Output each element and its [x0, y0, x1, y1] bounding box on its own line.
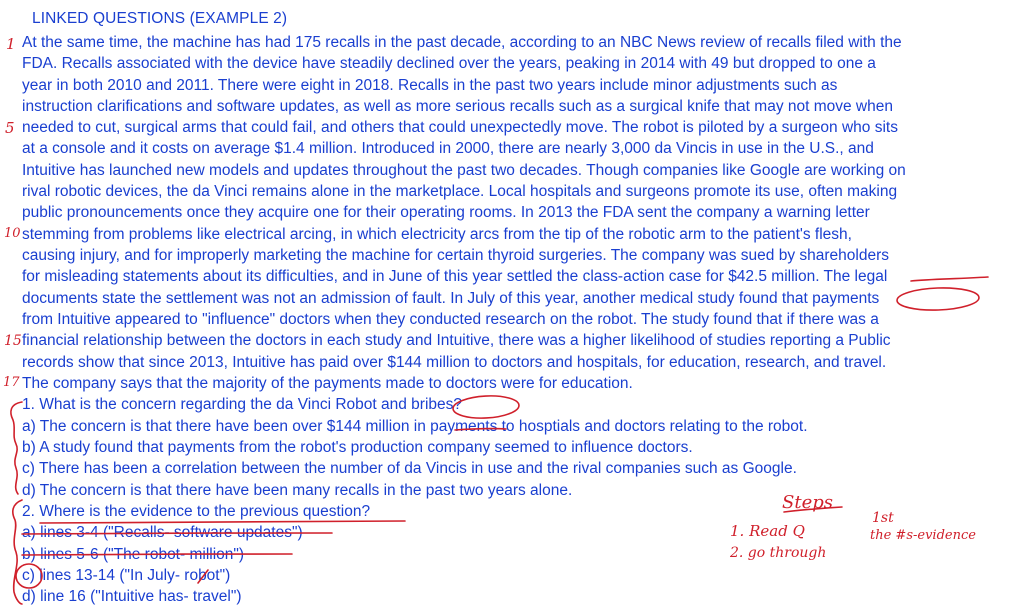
passage-line: stemming from problems like electrical arcing, in which electricity arcs from the tip of the robotic arm to the patient's flesh, [22, 226, 852, 243]
line-marker-15: 15 [4, 333, 22, 349]
passage-line: year in both 2010 and 2011. There were eight in 2018. Recalls in the past two years include minor adjustments such as [22, 77, 838, 94]
question-2-option: a) lines 3-4 ("Recalls- software updates") [22, 524, 303, 541]
bracket-question-2 [13, 500, 22, 604]
question-2: 2. Where is the evidence to the previous question? [22, 503, 371, 520]
step-2-evidence-note: the #s-evidence [870, 528, 976, 543]
passage-line: needed to cut, surgical arms that could fail, and others that could unexpectedly move. The robot is piloted by a surgeon who sits [22, 119, 898, 136]
passage-line: causing injury, and for improperly marketing the machine for certain thyroid surgeries. The company was sued by shareholders [22, 247, 889, 264]
passage-line: rival robotic devices, the da Vinci remains alone in the marketplace. Local hospitals and surgeons promote its use, often making [22, 183, 898, 200]
steps-heading: Steps [782, 492, 833, 513]
passage-line: at a console and it costs on average $1.4 million. Introduced in 2000, there are nearly 3,000 da Vincis in use in the U.S., and [22, 140, 874, 157]
bracket-question-1 [11, 402, 22, 494]
passage-line: The company says that the majority of the payments made to doctors were for education. [22, 375, 633, 392]
question-1-option: d) The concern is that there have been many recalls in the past two years alone. [22, 482, 573, 499]
question-1-option: c) There has been a correlation between the number of da Vincis in use and the rival companies such as Google. [22, 460, 797, 477]
line-marker-17: 17 [3, 375, 20, 390]
passage-line: records show that since 2013, Intuitive has paid over $144 million to doctors and hospitals, for education, research, and travel. [22, 354, 887, 371]
page-title: LINKED QUESTIONS (EXAMPLE 2) [32, 10, 288, 27]
passage-line: from Intuitive appeared to "influence" doctors when they conducted research on the robot. The study found that if there was a [22, 311, 879, 328]
step-1st-note: 1st [872, 510, 894, 526]
question-2-option: b) lines 5-6 ("The robot- million") [22, 546, 245, 563]
line-marker-1: 1 [6, 35, 16, 53]
line-marker-5: 5 [5, 119, 15, 137]
passage-line: At the same time, the machine has had 175 recalls in the past decade, according to an NBC News review of recalls filed with the [22, 34, 902, 51]
passage-line: for misleading statements about its difficulties, and in June of this year settled the class-action case for $42.5 million. The legal [22, 268, 888, 285]
passage-line: documents state the settlement was not an admission of fault. In July of this year, another medical study found that payments [22, 290, 880, 307]
passage-line: public pronouncements once they acquire one for their operating rooms. In 2013 the FDA sent the company a warning letter [22, 204, 870, 221]
step-1-note: 1. Read Q [730, 522, 805, 540]
question-2-option: d) line 16 ("Intuitive has- travel") [22, 588, 242, 605]
question-1-option: b) A study found that payments from the robot's production company seemed to influence doctors. [22, 439, 693, 456]
passage-line: Intuitive has launched new models and updates throughout the past two decades. Though companies like Google are working on [22, 162, 906, 179]
strikethrough-the-legal [911, 277, 988, 281]
passage-line: instruction clarifications and software updates, as well as more serious recalls such as a surgical knife that may not move when [22, 98, 893, 115]
line-marker-10: 10 [4, 226, 21, 241]
question-1-option: a) The concern is that there have been over $144 million in payments to hosptials and doctors relating to the robot. [22, 418, 808, 435]
question-2-option: c) lines 13-14 ("In July- robot") [22, 567, 231, 584]
question-1: 1. What is the concern regarding the da Vinci Robot and bribes? [22, 396, 463, 413]
circle-payments [897, 287, 980, 312]
passage-line: FDA. Recalls associated with the device have steadily declined over the years, peaking in 2014 with 49 but dropped to one a [22, 55, 876, 72]
passage-line: financial relationship between the doctors in each study and Intuitive, there was a higher likelihood of studies reporting a Public [22, 332, 891, 349]
step-2-note: 2. go through [730, 545, 827, 561]
